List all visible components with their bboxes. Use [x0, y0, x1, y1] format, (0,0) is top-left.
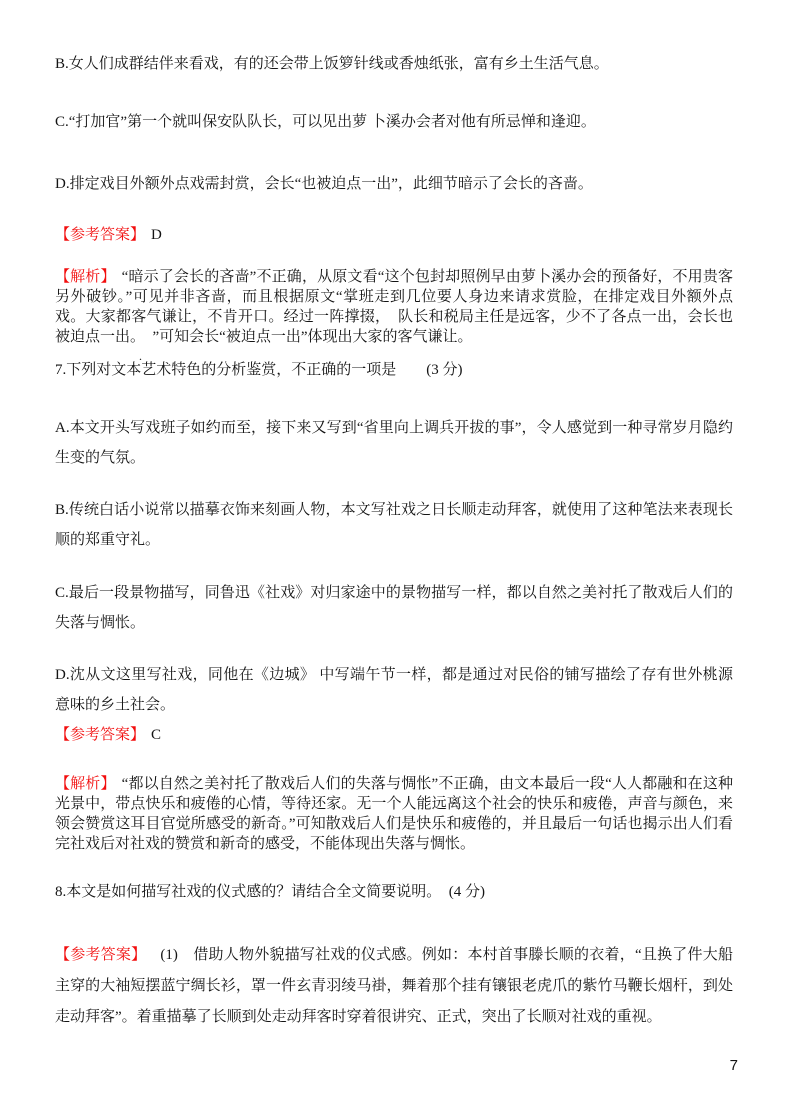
q7-analysis-text: “都以自然之美衬托了散戏后人们的失落与惆怅”不正确，由文本最后一段“人人都融和在这种光景中，带点快乐和疲倦的心情，等待还家。无一个人能远离这个社会的快乐和疲倦，声音与颜色，来领会赞赏这耳目官觉所感受的新奇。”可知散戏后人们是快乐和疲倦的，并且最后一句话也揭示出人们看完社戏后对社戏的赞赏和新奇的感受，不能体现出失落与惆怅。 — [55, 776, 733, 852]
q6-analysis-label: 【解析】 — [55, 269, 116, 285]
q7-analysis-paragraph — [55, 774, 733, 854]
q7-option-a: A.本文开头写戏班子如约而至，接下来又写到“省里向上调兵开拔的事”，令人感觉到一种寻常岁月隐约生变的气氛。 — [55, 420, 733, 466]
q6-analysis-text: “暗示了会长的吝啬”不正确，从原文看“这个包封却照例早由萝卜溪办会的预备好，不用贵客另外破钞。”可见并非吝啬，而且根据原文“掌班走到几位要人身边来请求赏脸，在排定戏目外额外点戏。大家都客气谦让，不肯开口。经过一阵撑掇， 队长和税局主任是远客，少不了各点一出，会长也被迫点一出。 ”可知会长“被迫点一出”体现出大家的客气谦让。 — [55, 269, 733, 345]
q7-answer-letter: C — [151, 727, 163, 743]
q6-option-c: C.“打加官”第一个就叫保安队队长，可以见出萝 卜溪办会者对他有所忌惮和逢迎。 — [55, 114, 596, 130]
q6-analysis-paragraph — [55, 267, 733, 347]
q7-stem: 7.下列对文本艺术特色的分析鉴赏，不正确的一项是 (3 分) — [55, 362, 463, 378]
q7-answer-line — [55, 721, 733, 750]
q7-option-c: C.最后一段景物描写，同鲁迅《社戏》对归家途中的景物描写一样，都以自然之美衬托了散戏后人们的失落与惆怅。 — [55, 585, 733, 631]
q8-answer-paragraph — [55, 940, 733, 1033]
document-content — [55, 50, 733, 1033]
q6-answer-letter: D — [151, 227, 163, 243]
q7-option-d: D.沈从文这里写社戏，同他在《边城》 中写端午节一样，都是通过对民俗的铺写描绘了存有世外桃源意味的乡土社会。 — [55, 667, 733, 713]
q7-answer-label: 【参考答案】 — [55, 727, 146, 743]
q6-answer-line — [55, 221, 733, 250]
q6-answer-label: 【参考答案】 — [55, 227, 146, 243]
q7-analysis-label: 【解析】 — [55, 776, 116, 792]
q8-answer-text: (1) 借助人物外貌描写社戏的仪式感。例如：本村首事滕长顺的衣着，“且换了件大船主穿的大袖短摆蓝宁绸长衫，罩一件玄青羽绫马褂，舞着那个挂有镶银老虎爪的紫竹马鞭长烟杆，到处走动拜客”。着重描摹了长顺到处走动拜客时穿着很讲究、正式，突出了长顺对社戏的重视。 — [55, 947, 733, 1025]
q6-option-d: D.排定戏目外额外点戏需封赏，会长“也被迫点一出”，此细节暗示了会长的吝啬。 — [55, 176, 593, 192]
stray-ink-dot: . — [139, 349, 142, 363]
q6-option-b: B.女人们成群结伴来看戏，有的还会带上饭箩针线或香烛纸张，富有乡土生活气息。 — [55, 56, 609, 72]
q8-answer-label: 【参考答案】 — [55, 947, 147, 963]
q8-stem: 8.本文是如何描写社戏的仪式感的？请结合全文简要说明。 (4 分) — [55, 884, 485, 900]
q7-option-b: B.传统白话小说常以描摹衣饰来刻画人物，本文写社戏之日长顺走动拜客，就使用了这种笔法来表现长顺的郑重守礼。 — [55, 502, 733, 548]
page-number: 7 — [729, 1057, 738, 1074]
